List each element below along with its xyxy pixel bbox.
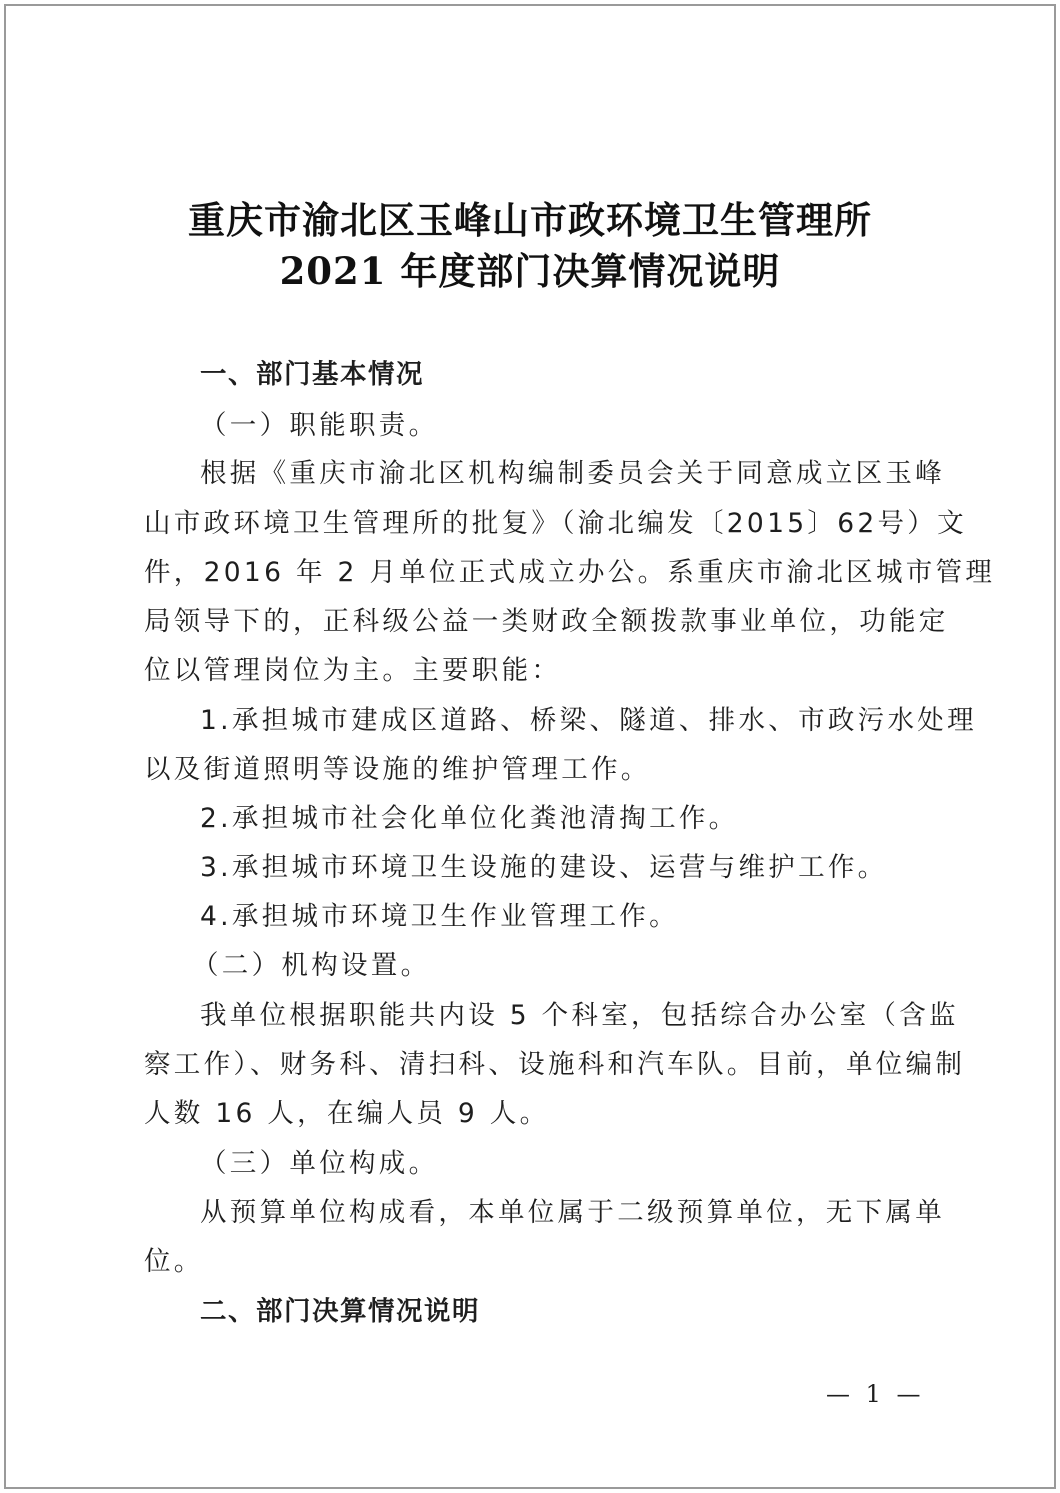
duty-item-1-line-2: 以及街道照明等设施的维护管理工作。 <box>144 754 651 785</box>
duty-item-1-line-1: 1.承担城市建成区道路、桥梁、隧道、排水、市政污水处理 <box>200 705 977 736</box>
paragraph-1-line-4: 局领导下的，正科级公益一类财政全额拨款事业单位，功能定 <box>144 606 949 637</box>
paragraph-1-line-3: 件，2016 年 2 月单位正式成立办公。系重庆市渝北区城市管理 <box>144 557 996 588</box>
paragraph-2-line-3: 人数 16 人，在编人员 9 人。 <box>144 1098 550 1129</box>
subsection-2-heading: （二）机构设置。 <box>192 950 431 981</box>
paragraph-1-line-1: 根据《重庆市渝北区机构编制委员会关于同意成立区玉峰 <box>200 458 945 489</box>
duty-item-3: 3.承担城市环境卫生设施的建设、运营与维护工作。 <box>200 852 888 883</box>
section-1-heading: 一、部门基本情况 <box>200 359 424 390</box>
paragraph-3-line-1: 从预算单位构成看，本单位属于二级预算单位，无下属单 <box>200 1197 945 1228</box>
paragraph-2-line-1: 我单位根据职能共内设 5 个科室，包括综合办公室（含监 <box>200 1000 959 1031</box>
paragraph-2-line-2: 察工作）、财务科、清扫科、设施科和汽车队。目前，单位编制 <box>144 1049 966 1080</box>
duty-item-4: 4.承担城市环境卫生作业管理工作。 <box>200 901 679 932</box>
subsection-1-heading: （一）职能职责。 <box>200 410 439 441</box>
paragraph-1-line-2: 山市政环境卫生管理所的批复》（渝北编发〔2015〕62号）文 <box>144 508 967 539</box>
page-number: — 1 — <box>826 1380 925 1408</box>
paragraph-3-line-2: 位。 <box>144 1246 204 1277</box>
document-title-line-2: 2021 年度部门决算情况说明 <box>279 249 781 293</box>
subsection-3-heading: （三）单位构成。 <box>200 1148 439 1179</box>
duty-item-2: 2.承担城市社会化单位化粪池清掏工作。 <box>200 803 739 834</box>
section-2-heading: 二、部门决算情况说明 <box>200 1296 480 1327</box>
paragraph-1-line-5: 位以管理岗位为主。主要职能： <box>144 655 562 686</box>
document-title-line-1: 重庆市渝北区玉峰山市政环境卫生管理所 <box>188 198 872 242</box>
